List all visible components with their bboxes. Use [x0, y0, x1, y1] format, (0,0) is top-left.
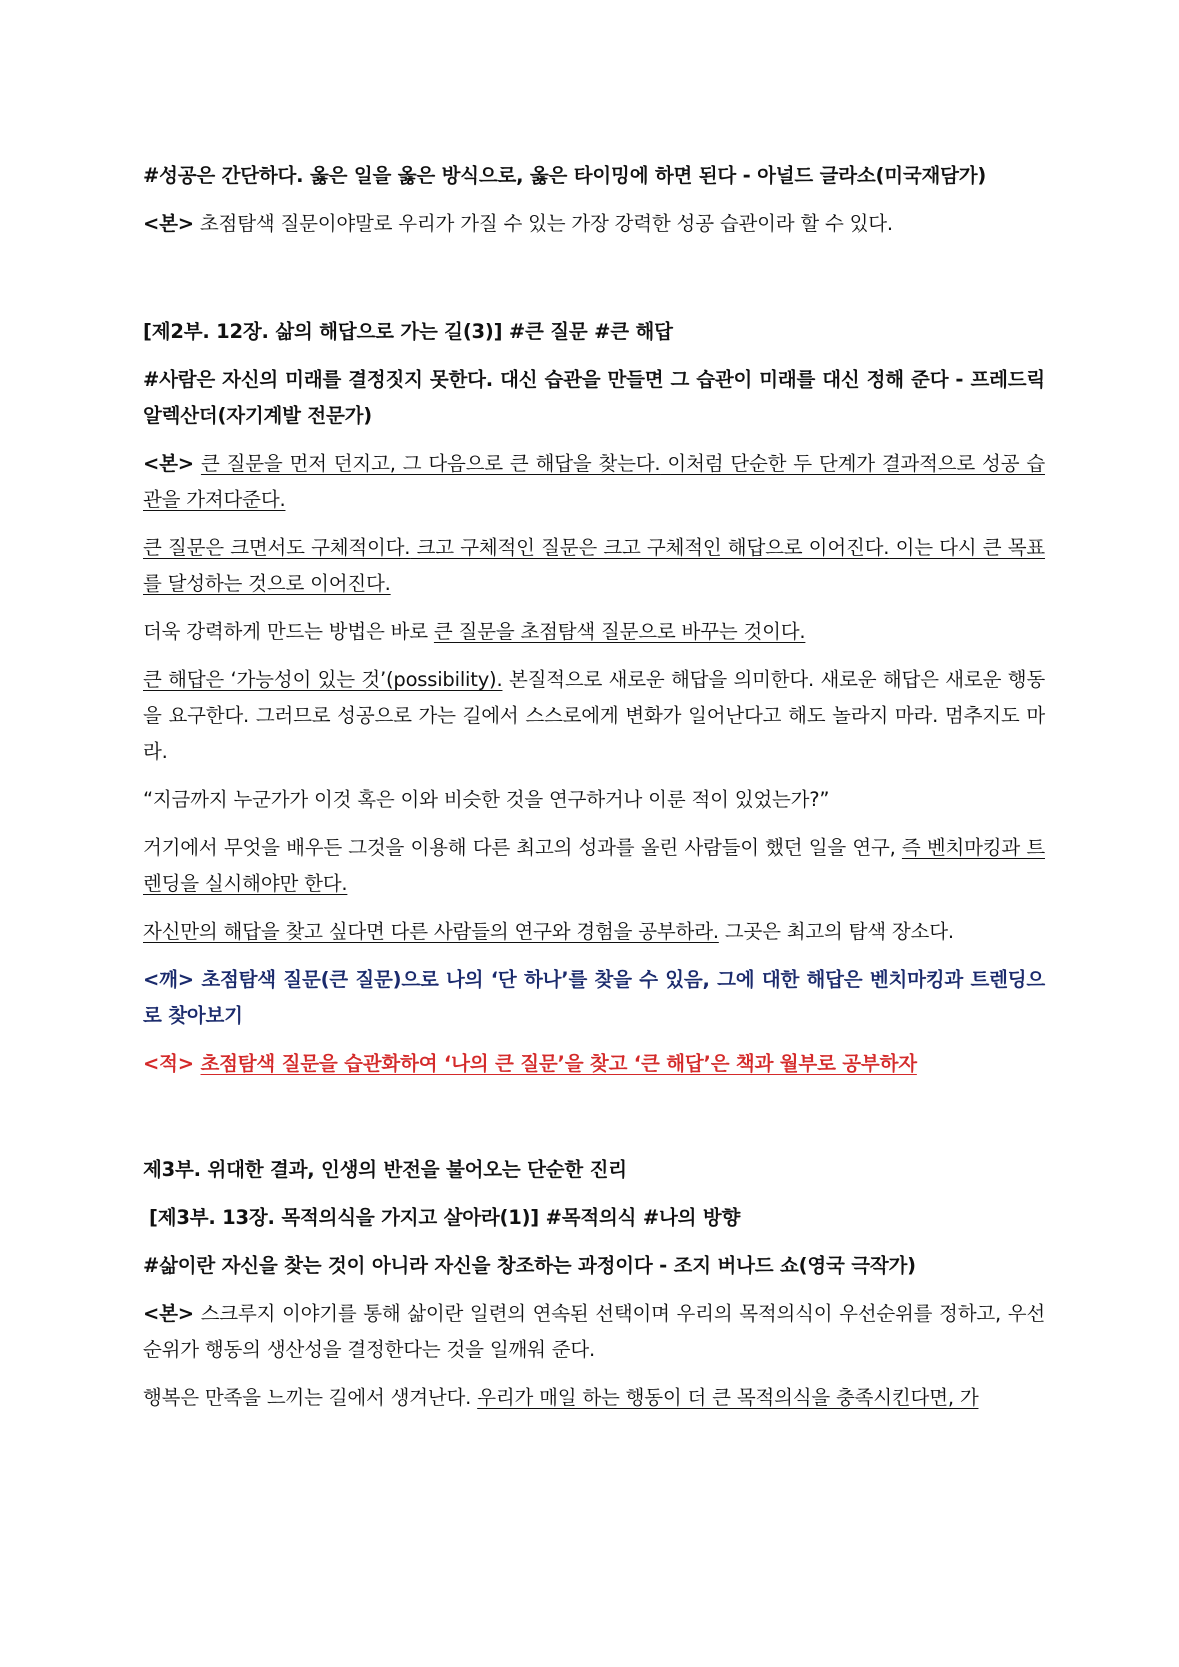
quote-shaw: #삶이란 자신을 찾는 것이 아니라 자신을 창조하는 과정이다 - 조지 버나드 쇼(영국 극작가)	[143, 1254, 916, 1277]
underlined-text: 즉 벤치마킹과 트렌딩을 실시해야만 한다.	[143, 836, 1045, 895]
underlined-text: 이는 다시 큰 목표를 달성하는 것으로 이어진다.	[143, 536, 1046, 595]
bon-paragraph-1	[143, 206, 1045, 242]
bon-tag: <본>	[143, 452, 194, 475]
underlined-text: 큰 해답은 ‘가능성이 있는 것’(possibility).	[143, 668, 503, 691]
underlined-text: 크고 구체적인 질문은 크고 구체적인 해답으로 이어진다.	[410, 536, 890, 559]
underlined-text: 이처럼 단순한 두 단계가 결과적으로 성공 습관을 가져다준다.	[143, 452, 1045, 511]
quoted-question: “지금까지 누군가가 이것 혹은 이와 비슷한 것을 연구하거나 이룬 적이 있었는가?”	[143, 788, 830, 811]
underlined-text: 큰 질문을 먼저 던지고, 그 다음으로 큰 해답을 찾는다.	[200, 452, 661, 475]
underlined-text: 우리가 매일 하는 행동이 더 큰 목적의식을 충족시킨다면, 가	[477, 1386, 979, 1409]
jeok-paragraph	[143, 1046, 1045, 1082]
quote-success: #성공은 간단하다. 옳은 일을 옳은 방식으로, 옳은 타이밍에 하면 된다 - 아널드 글라소(미국재담가)	[143, 164, 987, 187]
part-title-3: 제3부. 위대한 결과, 인생의 반전을 불어오는 단순한 진리	[143, 1158, 627, 1181]
paragraph-big-question	[143, 530, 1045, 602]
plain-text: 그곳은 최고의 탐색 장소다.	[718, 920, 954, 943]
bon-paragraph-3	[143, 1296, 1045, 1368]
kkae-paragraph	[143, 962, 1045, 1034]
quote-habit: #사람은 자신의 미래를 결정짓지 못한다. 대신 습관을 만들면 그 습관이 미래를 대신 정해 준다 - 프레드릭 알렉산더(자기계발 전문가)	[143, 368, 1045, 427]
chapter-heading-13: [제3부. 13장. 목적의식을 가지고 살아라(1)] #목적의식 #나의 방향	[149, 1206, 741, 1229]
paragraph-happiness	[143, 1380, 1045, 1416]
plain-text: 거기에서 무엇을 배우든 그것을 이용해 다른 최고의 성과를 올린 사람들이 했던 일을 연구,	[143, 836, 902, 859]
kkae-text: 초점탐색 질문(큰 질문)으로 나의 ‘단 하나’를 찾을 수 있음, 그에 대한 해답은 벤치마킹과 트렌딩으로 찾아보기	[143, 968, 1045, 1027]
underlined-text: 자신만의 해답을 찾고 싶다면 다른 사람들의 연구와 경험을 공부하라.	[143, 920, 719, 943]
kkae-tag: <깨>	[143, 968, 194, 991]
bon-text: 초점탐색 질문이야말로 우리가 가질 수 있는 가장 강력한 성공 습관이라 할 수 있다.	[193, 212, 893, 235]
bon-text: 스크루지 이야기를 통해 삶이란 일련의 연속된 선택이며 우리의 목적의식이 우선순위를 정하고, 우선순위가 행동의 생산성을 결정한다는 것을 일깨워 준다.	[143, 1302, 1045, 1361]
paragraph-big-answer	[143, 662, 1045, 770]
paragraph-own-answer	[143, 914, 1045, 950]
bon-tag: <본>	[143, 212, 194, 235]
paragraph-benchmarking	[143, 830, 1045, 902]
plain-text: 본질적으로 새로운 해답을 의미한다. 새로운 해답은 새로운 행동을 요구한다. 그러므로 성공으로 가는 길에서 스스로에게 변화가 일어난다고 해도 놀라지 마라. 멈추지도 마라.	[143, 668, 1045, 763]
document-page	[143, 158, 1045, 1416]
jeok-text: 초점탐색 질문을 습관화하여 ‘나의 큰 질문’을 찾고 ‘큰 해답’은 책과 월부로 공부하자	[200, 1052, 917, 1075]
bon-paragraph-2	[143, 446, 1045, 518]
underlined-text: 큰 질문은 크면서도 구체적이다.	[143, 536, 411, 559]
paragraph-stronger	[143, 614, 1045, 650]
chapter-heading-12: [제2부. 12장. 삶의 해답으로 가는 길(3)] #큰 질문 #큰 해답	[143, 320, 673, 343]
bon-tag: <본>	[143, 1302, 194, 1325]
jeok-tag: <적>	[143, 1052, 194, 1075]
plain-text: 더욱 강력하게 만드는 방법은 바로	[143, 620, 434, 643]
underlined-text: 큰 질문을 초점탐색 질문으로 바꾸는 것이다.	[433, 620, 806, 643]
plain-text: 행복은 만족을 느끼는 길에서 생겨난다.	[143, 1386, 478, 1409]
